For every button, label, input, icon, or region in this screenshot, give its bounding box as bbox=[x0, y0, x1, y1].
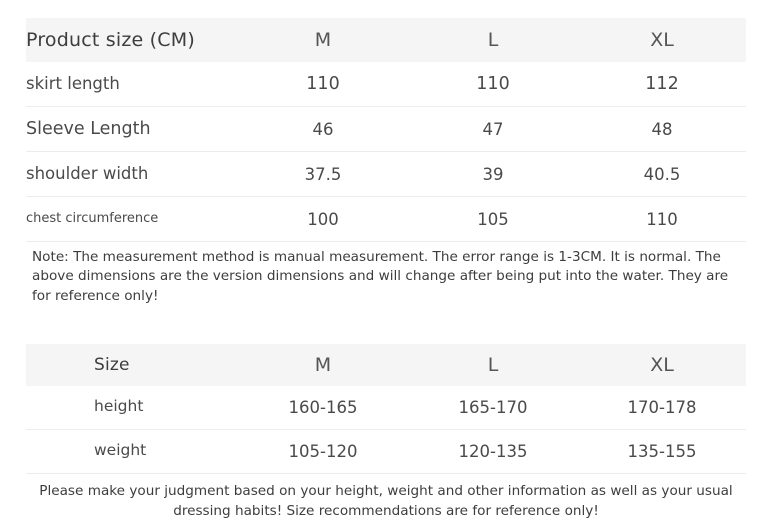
row-label-skirt-length: skirt length bbox=[26, 62, 238, 107]
cell-shoulder-width-m: 37.5 bbox=[238, 152, 408, 197]
row-label-sleeve-length: Sleeve Length bbox=[26, 107, 238, 152]
column-header-m: M bbox=[238, 18, 408, 62]
size-recommendation-footnote: Please make your judgment based on your height, weight and other information as well as your usual dressing habits! Size recommendations are for reference only! bbox=[39, 482, 733, 519]
table-row bbox=[26, 429, 746, 473]
cell-weight-m: 105-120 bbox=[238, 429, 408, 473]
body-column-header-xl: XL bbox=[578, 344, 746, 386]
cell-sleeve-length-m: 46 bbox=[238, 107, 408, 152]
cell-chest-circumference-xl: 110 bbox=[578, 197, 746, 242]
cell-skirt-length-m: 110 bbox=[238, 62, 408, 107]
row-label-chest-circumference: chest circumference bbox=[26, 197, 238, 242]
body-size-table-section bbox=[0, 306, 772, 521]
cell-sleeve-length-xl: 48 bbox=[578, 107, 746, 152]
cell-height-m: 160-165 bbox=[238, 386, 408, 430]
product-size-table bbox=[26, 18, 746, 242]
body-size-title: Size bbox=[26, 344, 238, 386]
column-header-l: L bbox=[408, 18, 578, 62]
body-column-header-l: L bbox=[408, 344, 578, 386]
body-size-table-body bbox=[26, 386, 746, 474]
cell-weight-l: 120-135 bbox=[408, 429, 578, 473]
body-size-table bbox=[26, 344, 746, 474]
table-row bbox=[26, 62, 746, 107]
cell-chest-circumference-l: 105 bbox=[408, 197, 578, 242]
table-row bbox=[26, 107, 746, 152]
product-size-table-head bbox=[26, 18, 746, 62]
cell-skirt-length-l: 110 bbox=[408, 62, 578, 107]
body-column-header-m: M bbox=[238, 344, 408, 386]
cell-shoulder-width-l: 39 bbox=[408, 152, 578, 197]
table-row bbox=[26, 197, 746, 242]
column-header-xl: XL bbox=[578, 18, 746, 62]
row-label-height: height bbox=[26, 386, 238, 430]
row-label-shoulder-width: shoulder width bbox=[26, 152, 238, 197]
body-size-table-head bbox=[26, 344, 746, 386]
table-row bbox=[26, 386, 746, 430]
product-size-title: Product size (CM) bbox=[26, 18, 238, 62]
product-size-table-body bbox=[26, 62, 746, 242]
cell-height-xl: 170-178 bbox=[578, 386, 746, 430]
table-header-row bbox=[26, 344, 746, 386]
row-label-weight: weight bbox=[26, 429, 238, 473]
cell-sleeve-length-l: 47 bbox=[408, 107, 578, 152]
cell-weight-xl: 135-155 bbox=[578, 429, 746, 473]
table-header-row bbox=[26, 18, 746, 62]
measurement-note: Note: The measurement method is manual measurement. The error range is 1-3CM. It is normal. The above dimensions are the version dimensions and will change after being put into the water. They are for reference only! bbox=[32, 249, 729, 304]
table-row bbox=[26, 152, 746, 197]
cell-height-l: 165-170 bbox=[408, 386, 578, 430]
cell-chest-circumference-m: 100 bbox=[238, 197, 408, 242]
cell-shoulder-width-xl: 40.5 bbox=[578, 152, 746, 197]
cell-skirt-length-xl: 112 bbox=[578, 62, 746, 107]
